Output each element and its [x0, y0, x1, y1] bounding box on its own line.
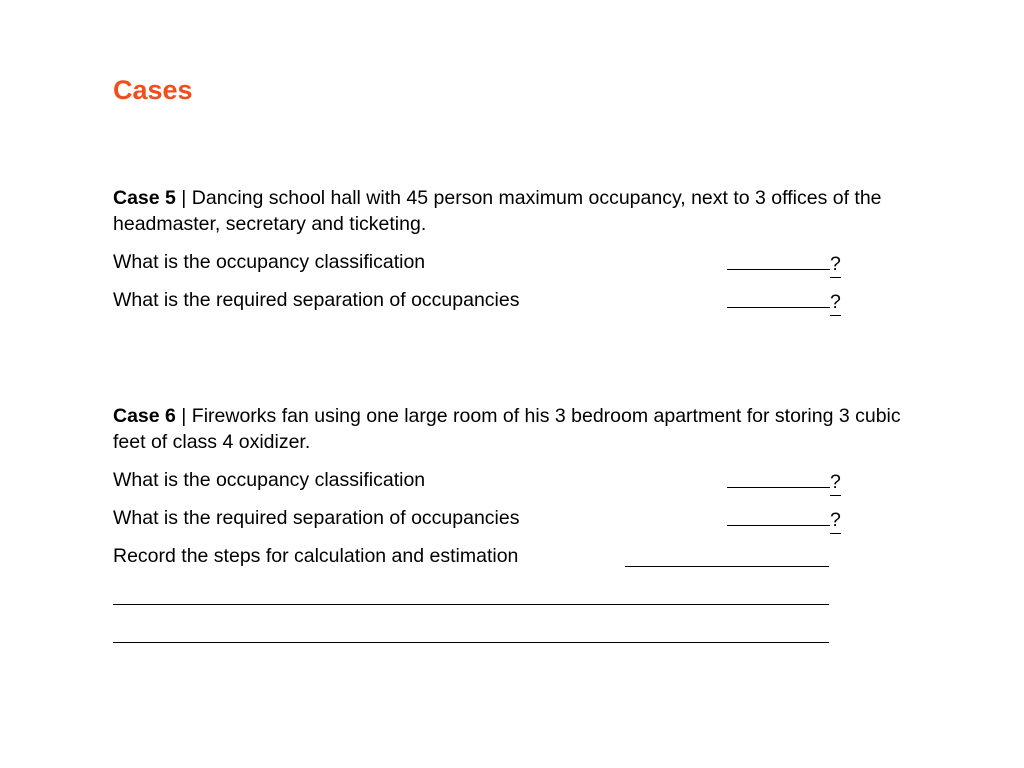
case-6-question-classification: What is the occupancy classification: [113, 469, 426, 491]
steps-answer-line-2[interactable]: [113, 604, 829, 605]
case-5-answer-separation[interactable]: [727, 287, 841, 316]
case-5-text: | Dancing school hall with 45 person maximum occupancy, next to 3 offices of the headmaster, secretary and ticketing.: [113, 187, 882, 235]
answer-blank-line: [727, 505, 830, 526]
answer-question-mark: ?: [830, 507, 841, 534]
answer-blank-line: [727, 467, 830, 488]
answer-blank-line: [727, 287, 830, 308]
page-title: Cases: [113, 75, 193, 105]
case-5-answer-classification[interactable]: [727, 249, 841, 278]
case-6-text: | Fireworks fan using one large room of his 3 bedroom apartment for storing 3 cubic feet of class 4 oxidizer.: [113, 405, 901, 453]
case-5-label: Case 5: [113, 187, 176, 209]
case-6-answer-separation[interactable]: [727, 505, 841, 534]
case-5-question-classification: What is the occupancy classification: [113, 251, 426, 273]
case-5-description: [113, 185, 913, 237]
case-6-answer-classification[interactable]: [727, 467, 841, 496]
case-6-label: Case 6: [113, 405, 176, 427]
steps-answer-line-1[interactable]: [625, 566, 829, 567]
case-6-question-separation: What is the required separation of occupancies: [113, 507, 520, 529]
case-6-description: [113, 403, 913, 455]
answer-blank-line: [727, 249, 830, 270]
answer-question-mark: ?: [830, 289, 841, 316]
case-6-question-steps: Record the steps for calculation and estimation: [113, 545, 519, 567]
answer-question-mark: ?: [830, 251, 841, 278]
case-5-question-separation: What is the required separation of occupancies: [113, 289, 520, 311]
steps-answer-line-3[interactable]: [113, 642, 829, 643]
answer-question-mark: ?: [830, 469, 841, 496]
